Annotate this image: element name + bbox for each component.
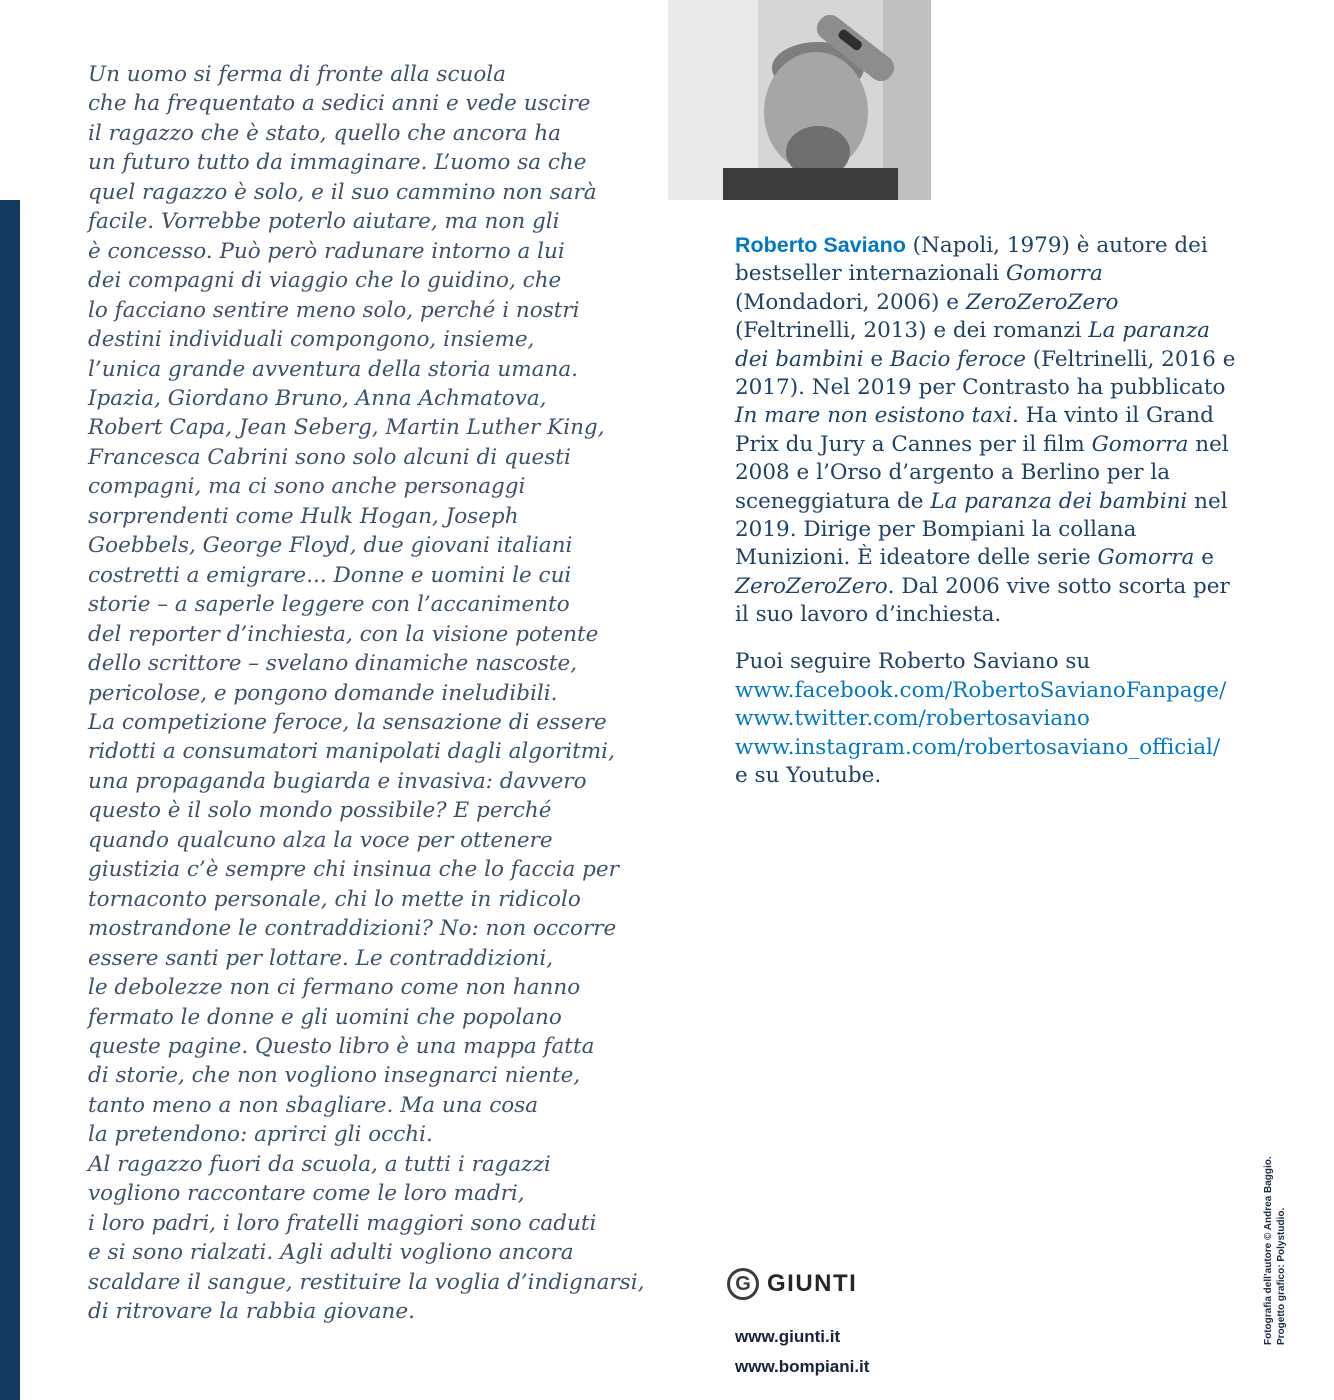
author-photo-image: [668, 0, 931, 200]
author-photo: [668, 0, 931, 200]
bio-text-segment: nel 2008 e l’Orso d’argento a Berlino per la sceneggiatura de: [735, 431, 1229, 514]
follow-outro: e su Youtube.: [735, 763, 882, 789]
publisher-websites: [735, 1322, 869, 1382]
flap-line: sorprendenti come Hulk Hogan, Joseph: [88, 503, 519, 529]
flap-line: di storie, che non vogliono insegnarci niente,: [88, 1063, 581, 1089]
flap-line: Un uomo si ferma di fronte alla scuola: [88, 62, 506, 87]
bio-text-segment: ZeroZeroZero: [735, 573, 888, 599]
flap-line: è concesso. Può però radunare intorno a lui: [88, 238, 565, 264]
flap-line: fermato le donne e gli uomini che popolano: [88, 1004, 562, 1030]
bio-text-segment: Gomorra: [1005, 261, 1103, 287]
flap-line: essere santi per lottare. Le contraddizioni,: [88, 945, 554, 971]
flap-line: dei compagni di viaggio che lo guidino, che: [88, 268, 562, 294]
flap-line: i loro padri, i loro fratelli maggiori sono caduti: [88, 1210, 597, 1236]
flap-line: la pretendono: aprirci gli occhi.: [88, 1122, 433, 1148]
follow-intro: Puoi seguire Roberto Saviano su: [735, 649, 1091, 674]
bio-text-segment: ZeroZeroZero: [965, 289, 1119, 315]
social-url: www.instagram.com/robertosaviano_official/: [735, 734, 1221, 760]
bio-text-segment: La paranza dei bambini: [930, 488, 1188, 514]
flap-line: il ragazzo che è stato, quello che ancora ha: [88, 120, 561, 146]
bio-text-segment: In mare non esistono taxi: [735, 403, 1013, 429]
flap-description: [88, 60, 648, 1326]
bio-text-segment: e: [863, 346, 890, 372]
follow-links: [735, 677, 1255, 763]
flap-line: La competizione feroce, la sensazione di essere: [88, 709, 607, 735]
bio-text-segment: . Dal 2006 vive sotto scorta per il suo lavoro d’inchiesta.: [735, 573, 1230, 628]
flap-line: Goebbels, George Floyd, due giovani italiani: [88, 533, 573, 559]
bio-text-segment: (Feltrinelli, 2013) e dei romanzi: [735, 318, 1089, 344]
flap-line: di ritrovare la rabbia giovane.: [88, 1299, 415, 1325]
flap-line: lo facciano sentire meno solo, perché i nostri: [88, 297, 580, 323]
flap-line: dello scrittore – svelano dinamiche nascoste,: [88, 651, 578, 677]
bio-text-segment: (Feltrinelli, 2016 e 2017). Nel 2019 per Contrasto ha pubblicato: [735, 346, 1236, 401]
flap-line: mostrandone le contraddizioni? No: non occorre: [88, 916, 617, 942]
flap-line: una propaganda bugiarda e invasiva: davvero: [88, 768, 587, 794]
flap-line: quel ragazzo è solo, e il suo cammino non sarà: [88, 179, 597, 205]
flap-line: che ha frequentato a sedici anni e vede uscire: [88, 91, 591, 117]
bio-text-segment: La paranza dei bambini: [735, 318, 1211, 372]
flap-line: pericolose, e pongono domande ineludibili.: [88, 680, 558, 706]
flap-line: storie – a saperle leggere con l’accanimento: [88, 592, 570, 618]
credit-design-line: Progetto grafico: Polystudio.: [1276, 1207, 1287, 1345]
flap-line: giustizia c’è sempre chi insinua che lo faccia per: [88, 857, 619, 883]
flap-line: destini individuali compongono, insieme,: [88, 327, 535, 353]
flap-line: queste pagine. Questo libro è una mappa fatta: [88, 1033, 595, 1059]
giunti-logo-text: GIUNTI: [767, 1270, 858, 1297]
bio-text-segment: Bacio feroce: [889, 346, 1026, 372]
bio-text-segment: Gomorra: [1097, 545, 1195, 571]
flap-line: Robert Capa, Jean Seberg, Martin Luther King,: [88, 415, 605, 441]
spine-accent-bar: [0, 200, 20, 1400]
credit-photo-line: Fotografia dell’autore © Andrea Baggio.: [1263, 1156, 1274, 1345]
publisher-site: www.bompiani.it: [735, 1357, 870, 1376]
publisher-site: www.giunti.it: [735, 1327, 841, 1346]
flap-line: facile. Vorrebbe poterlo aiutare, ma non gli: [88, 209, 560, 235]
flap-line: un futuro tutto da immaginare. L’uomo sa che: [88, 150, 587, 176]
follow-section: [735, 648, 1255, 791]
flap-line: l’unica grande avventura della storia umana.: [88, 356, 578, 382]
flap-line: tanto meno a non sbagliare. Ma una cosa: [88, 1092, 539, 1118]
giunti-logo-icon: [727, 1268, 759, 1300]
photo-credits: [1262, 1156, 1288, 1345]
social-url: www.facebook.com/RobertoSavianoFanpage/: [735, 677, 1227, 703]
flap-line: Al ragazzo fuori da scuola, a tutti i ragazzi: [88, 1151, 551, 1177]
flap-line: questo è il solo mondo possibile? E perché: [88, 798, 552, 824]
flap-line: e si sono rialzati. Agli adulti vogliono ancora: [88, 1240, 574, 1266]
flap-line: Ipazia, Giordano Bruno, Anna Achmatova,: [88, 385, 547, 411]
author-bio: [735, 231, 1242, 630]
author-name: Roberto Saviano: [735, 233, 906, 257]
flap-line: le debolezze non ci fermano come non hanno: [88, 975, 581, 1001]
publisher-logo: [727, 1264, 857, 1304]
bio-text-segment: e: [1194, 545, 1214, 571]
bio-text-segment: (Mondadori, 2006) e: [735, 289, 966, 315]
flap-line: quando qualcuno alza la voce per ottenere: [88, 827, 553, 853]
flap-line: tornaconto personale, chi lo mette in ridicolo: [88, 886, 581, 912]
bio-text-segment: (Napoli, 1979) è autore dei bestseller internazionali: [735, 233, 1208, 287]
flap-line: costretti a emigrare... Donne e uomini le cui: [88, 562, 572, 588]
bio-text-segment: Gomorra: [1091, 431, 1189, 457]
flap-line: scaldare il sangue, restituire la voglia d’indignarsi,: [88, 1269, 645, 1295]
flap-line: compagni, ma ci sono anche personaggi: [88, 474, 526, 500]
giunti-logo-letter: G: [735, 1272, 751, 1295]
flap-line: Francesca Cabrini sono solo alcuni di questi: [88, 444, 571, 470]
social-url: www.twitter.com/robertosaviano: [735, 706, 1090, 732]
flap-line: del reporter d’inchiesta, con la visione potente: [88, 621, 599, 647]
bio-text-segment: nel 2019. Dirige per Bompiani la collana Munizioni. È ideatore delle serie: [735, 488, 1228, 571]
bio-text-segment: . Ha vinto il Grand Prix du Jury a Cannes per il film: [735, 403, 1214, 457]
flap-line: vogliono raccontare come le loro madri,: [88, 1181, 525, 1207]
flap-line: ridotti a consumatori manipolati dagli algoritmi,: [88, 739, 615, 765]
